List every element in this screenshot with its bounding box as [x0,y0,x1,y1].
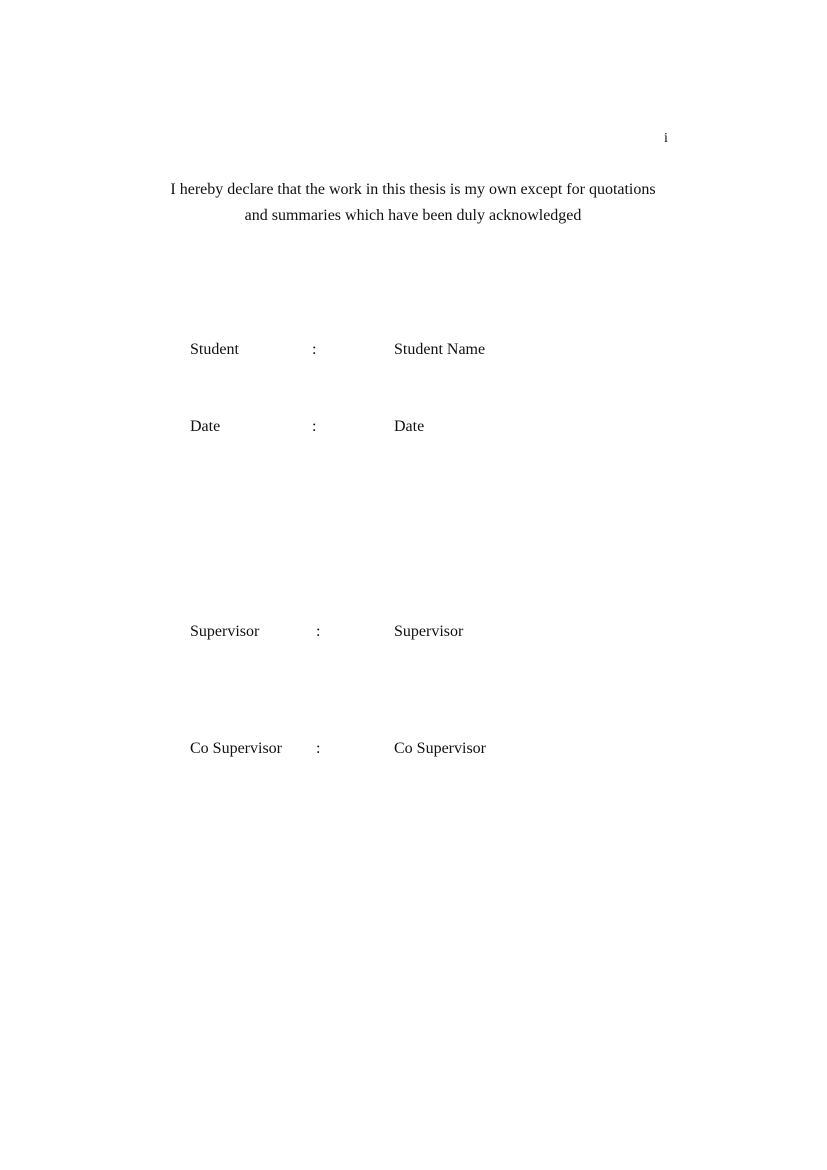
supervisor-label: Supervisor [190,623,260,640]
date-label: Date [190,418,221,435]
page-number: i [664,131,668,146]
student-name-value: Student Name [394,341,486,358]
declaration-line-2: and summaries which have been duly acknowledged [244,207,582,224]
co-supervisor-value: Co Supervisor [394,740,486,757]
student-row [190,340,650,360]
date-row [190,417,650,437]
declaration-line-1: I hereby declare that the work in this thesis is my own except for quotations [170,181,656,198]
student-separator: : [312,341,317,358]
supervisor-row [190,622,650,642]
declaration-statement [140,177,686,229]
co-supervisor-separator: : [316,740,321,757]
date-separator: : [312,418,317,435]
supervisor-value: Supervisor [394,623,464,640]
co-supervisor-row [190,739,650,759]
co-supervisor-label: Co Supervisor [190,740,282,757]
date-value: Date [394,418,425,435]
supervisor-separator: : [316,623,321,640]
student-label: Student [190,341,239,358]
